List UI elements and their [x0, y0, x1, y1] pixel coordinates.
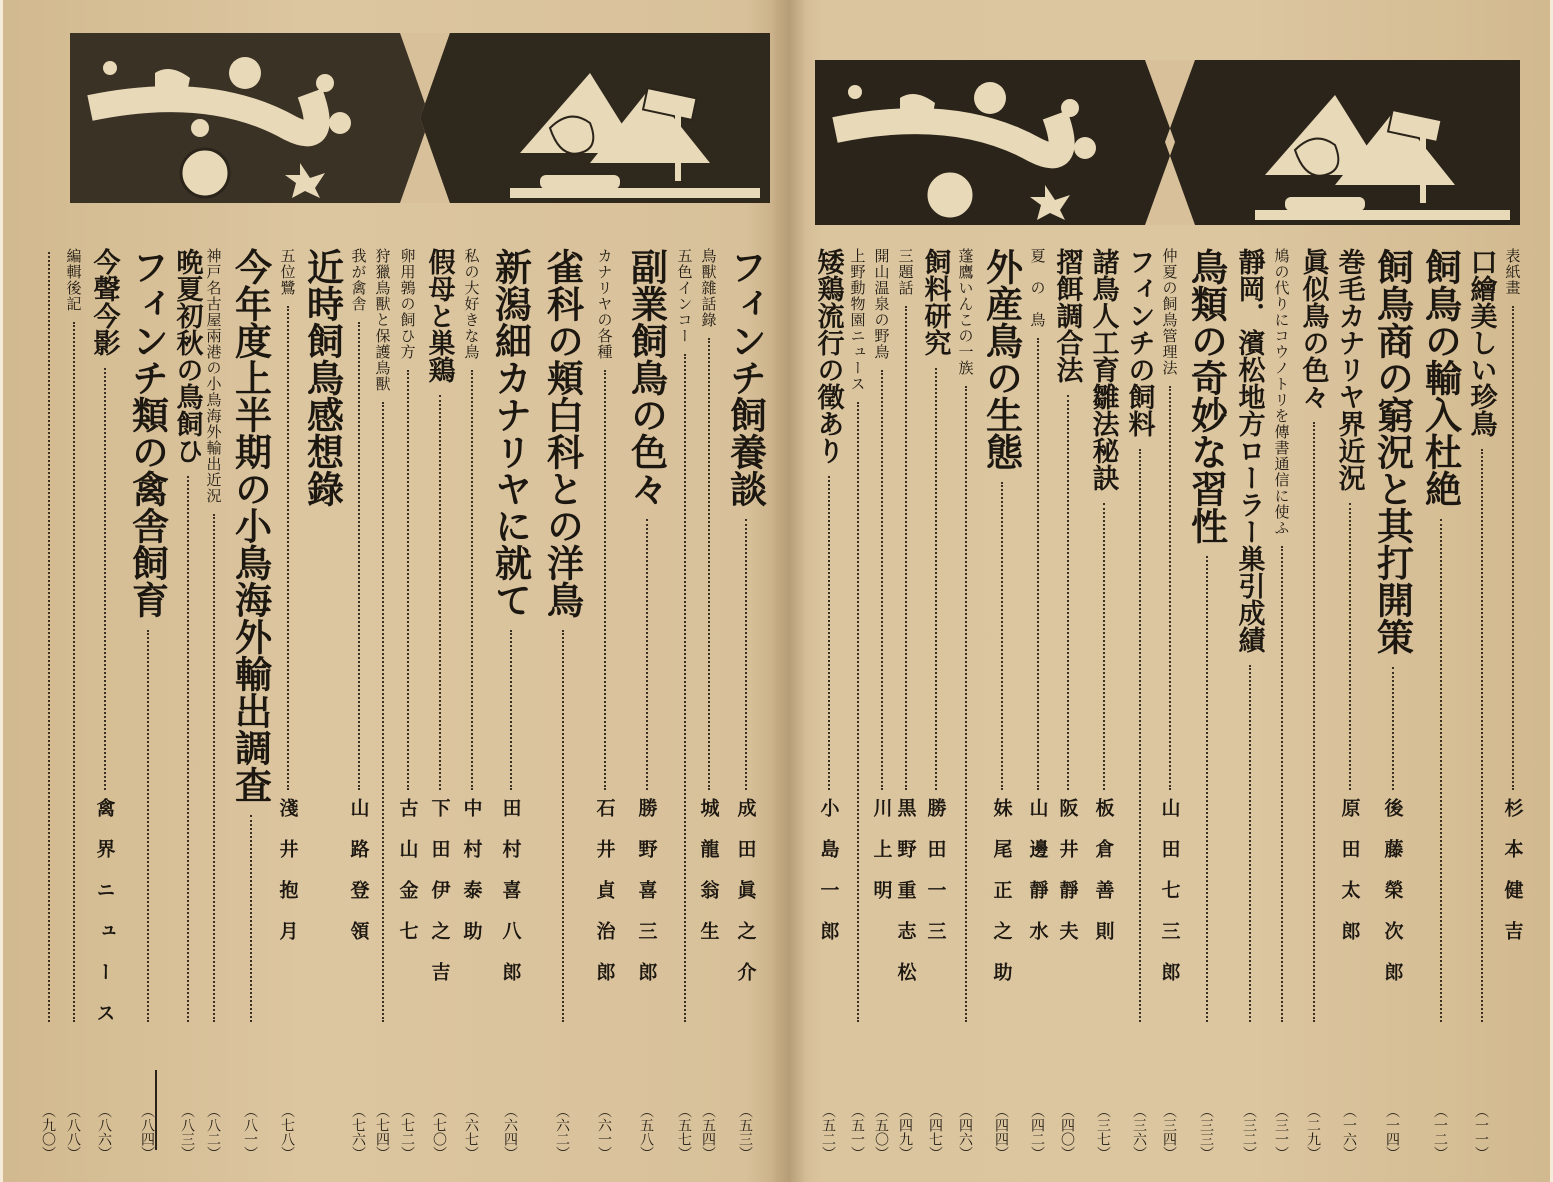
toc-entry[interactable]: [620, 238, 672, 1168]
toc-entry[interactable]: [1181, 238, 1231, 1168]
leader-dots: [828, 476, 830, 790]
toc-entry[interactable]: [953, 238, 977, 1168]
toc-subtitle: 卵用鶉の飼ひ方: [398, 248, 417, 360]
end-rule: [155, 1070, 157, 1150]
toc-page-number: （八八）: [65, 1104, 81, 1160]
leader-dots: [287, 306, 289, 790]
toc-page-number: （七〇）: [431, 1104, 447, 1160]
toc-page-number: （三三）: [1198, 1104, 1214, 1160]
toc-author: 川上明: [870, 798, 893, 921]
toc-entry[interactable]: [1121, 238, 1157, 1168]
leader-dots: [1037, 338, 1039, 790]
toc-title: 副業飼鳥の色々: [624, 248, 669, 507]
toc-page-number: （一四）: [1384, 1104, 1400, 1160]
leader-dots: [358, 322, 360, 790]
leader-dots: [1067, 395, 1069, 790]
toc-author: 阪井靜夫: [1056, 798, 1079, 962]
leader-dots: [1349, 503, 1351, 790]
toc-subtitle: 編輯後記: [64, 248, 83, 312]
leader-dots: [935, 368, 937, 790]
toc-title: 今聲今影: [88, 248, 120, 356]
leader-dots: [471, 370, 473, 790]
toc-author: 山路登領: [347, 798, 370, 962]
center-gutter: [772, 0, 806, 1182]
toc-page-number: （八六）: [96, 1104, 112, 1160]
leader-dots: [684, 354, 686, 1022]
toc-subtitle: 蓬鷹いんこの一族: [956, 248, 975, 376]
toc-page-number: （三二）: [1241, 1104, 1257, 1160]
leader-dots: [1313, 422, 1315, 1022]
toc-title: 外産鳥の生態: [979, 248, 1024, 470]
leader-dots: [1440, 519, 1442, 1022]
toc-author: 山田七三郎: [1158, 798, 1181, 1003]
toc-subtitle: カナリヤの各種: [595, 248, 614, 360]
toc-title: 晩夏初秋の鳥飼ひ: [171, 248, 203, 464]
toc-title: 雀科の頬白科との洋鳥: [540, 248, 585, 618]
toc-entry[interactable]: [672, 238, 696, 1168]
leader-dots: [1249, 665, 1251, 1022]
toc-entry[interactable]: [1157, 238, 1181, 1168]
toc-author: 板倉善則: [1092, 798, 1115, 962]
leader-dots: [1103, 503, 1105, 790]
toc-author: 原田太郎: [1338, 798, 1361, 962]
toc-subtitle: 鳥獸雜話錄: [699, 248, 718, 328]
toc-page-number: （七六）: [350, 1104, 366, 1160]
leader-dots: [1481, 449, 1483, 1022]
toc-subtitle: 狩獵鳥獸と保護鳥獸: [373, 248, 392, 392]
toc-page-number: （三一）: [1273, 1104, 1289, 1160]
leader-dots: [1001, 482, 1003, 790]
left-table-of-contents: [40, 238, 770, 1168]
toc-subtitle: 我が禽舎: [349, 248, 368, 312]
toc-entry[interactable]: [60, 238, 86, 1168]
toc-entry[interactable]: [1085, 238, 1121, 1168]
toc-entry[interactable]: [845, 238, 869, 1168]
toc-entry[interactable]: [370, 238, 394, 1168]
toc-subtitle: 神戸名古屋兩港の小鳥海外輸出近況: [204, 248, 223, 504]
leader-dots: [905, 306, 907, 790]
toc-page-number: （四九）: [897, 1104, 913, 1160]
toc-author: 下田伊之吉: [428, 798, 451, 1003]
toc-author: 淺井抱月: [276, 798, 299, 962]
toc-page-number: （九〇）: [40, 1104, 56, 1160]
toc-page-number: （四四）: [993, 1104, 1009, 1160]
leader-dots: [708, 338, 710, 790]
toc-entry[interactable]: [1231, 238, 1267, 1168]
toc-subtitle: 鳩の代りにコウノトリを傳書通信に使ふ: [1272, 248, 1291, 536]
toc-page-number: （七八）: [279, 1104, 295, 1160]
toc-subtitle: 表紙畫: [1503, 248, 1522, 296]
toc-title: 近時飼鳥感想錄: [300, 248, 345, 507]
toc-author: 古山金七: [396, 798, 419, 962]
toc-page-number: （八二）: [205, 1104, 221, 1160]
toc-entry[interactable]: [172, 238, 202, 1168]
toc-page-number: （五〇）: [873, 1104, 889, 1160]
leader-dots: [562, 630, 564, 1022]
leader-dots: [73, 322, 75, 1022]
right-table-of-contents: [805, 238, 1530, 1168]
toc-author: 勝田一三: [924, 798, 947, 962]
toc-entry[interactable]: [696, 238, 720, 1168]
toc-author: 妹尾正之助: [990, 798, 1013, 1003]
leader-dots: [604, 370, 606, 790]
leader-dots: [1281, 546, 1283, 1022]
toc-title: 摺餌調合法: [1051, 248, 1083, 383]
leader-dots: [439, 395, 441, 790]
toc-title: 諸鳥人工育雛法秘訣: [1087, 248, 1119, 491]
leader-dots: [965, 386, 967, 1022]
leader-dots: [1206, 556, 1208, 1022]
toc-subtitle: 私の大好きな鳥: [462, 248, 481, 360]
toc-page-number: （一六）: [1341, 1104, 1357, 1160]
toc-page-number: （八四）: [139, 1104, 155, 1160]
toc-title: 飼料研究: [919, 248, 951, 356]
toc-title: 矮鶏流行の徵あり: [812, 248, 844, 464]
toc-entry[interactable]: [1049, 238, 1085, 1168]
leader-dots: [857, 402, 859, 1022]
toc-entry[interactable]: [1367, 238, 1417, 1168]
toc-author: 中村泰助: [460, 798, 483, 962]
leader-dots: [1139, 449, 1141, 1022]
toc-title: フィンチ飼養談: [723, 248, 768, 507]
toc-title: 巻毛カナリヤ界近況: [1333, 248, 1365, 491]
toc-entry[interactable]: [420, 238, 458, 1168]
toc-page-number: （八一）: [242, 1104, 258, 1160]
toc-subtitle: 三題話: [896, 248, 915, 296]
toc-title: 飼鳥商の窮況と其打開策: [1370, 248, 1415, 655]
toc-page-number: （五二）: [820, 1104, 836, 1160]
toc-entry[interactable]: [917, 238, 953, 1168]
toc-entry[interactable]: [394, 238, 420, 1168]
left-header-illustration: [70, 33, 770, 203]
toc-entry[interactable]: [1331, 238, 1367, 1168]
toc-page-number: （五一）: [849, 1104, 865, 1160]
toc-entry[interactable]: [1025, 238, 1049, 1168]
toc-subtitle: 上野動物園ニュース: [848, 248, 867, 392]
toc-entry[interactable]: [346, 238, 370, 1168]
leader-dots: [1169, 386, 1171, 790]
toc-subtitle: 夏 の 鳥: [1028, 248, 1047, 328]
toc-author: 小島一郎: [817, 798, 840, 962]
toc-author: 黒野重志松: [894, 798, 917, 1003]
toc-author: 後藤榮次郎: [1381, 798, 1404, 1003]
toc-entry[interactable]: [1295, 238, 1331, 1168]
toc-entry[interactable]: [298, 238, 346, 1168]
toc-page-number: （五四）: [700, 1104, 716, 1160]
toc-entry[interactable]: [276, 238, 298, 1168]
left-page-edge: [0, 0, 3, 1182]
leader-dots: [147, 630, 149, 1022]
toc-page-number: （四〇）: [1059, 1104, 1075, 1160]
toc-page-number: （四二）: [1029, 1104, 1045, 1160]
toc-page-number: （五八）: [638, 1104, 654, 1160]
toc-page-number: （六二）: [554, 1104, 570, 1160]
toc-title: フィンチの飼料: [1123, 248, 1155, 437]
toc-author: 禽界ニュース: [93, 798, 116, 1044]
toc-entry[interactable]: [458, 238, 484, 1168]
leader-dots: [250, 815, 252, 1022]
leader-dots: [187, 476, 189, 1022]
toc-page-number: （七四）: [374, 1104, 390, 1160]
toc-entry[interactable]: [1499, 238, 1525, 1168]
toc-title: 新潟細カナリヤに就て: [488, 248, 533, 618]
toc-author: 勝野喜三郎: [635, 798, 658, 1003]
toc-entry[interactable]: [86, 238, 122, 1168]
toc-page-number: （三四）: [1161, 1104, 1177, 1160]
toc-title: 口繪美しい珍鳥: [1465, 248, 1497, 437]
toc-author: 石井貞治郎: [593, 798, 616, 1003]
leader-dots: [881, 370, 883, 790]
toc-entry[interactable]: [484, 238, 536, 1168]
toc-author: 成田眞之介: [734, 798, 757, 1003]
toc-entry[interactable]: [122, 238, 172, 1168]
toc-entry[interactable]: [869, 238, 893, 1168]
leader-dots: [1392, 667, 1394, 790]
leader-dots: [407, 370, 409, 790]
leader-dots: [745, 519, 747, 790]
leader-dots: [510, 630, 512, 790]
toc-page-number: （二九）: [1305, 1104, 1321, 1160]
toc-subtitle: 開山温泉の野鳥: [872, 248, 891, 360]
toc-entry[interactable]: [720, 238, 770, 1168]
leader-dots: [104, 368, 106, 790]
toc-page-number: （七二）: [399, 1104, 415, 1160]
toc-entry[interactable]: [1267, 238, 1295, 1168]
right-header-illustration: [815, 60, 1520, 225]
toc-author: 城龍翁生: [697, 798, 720, 962]
toc-entry[interactable]: [36, 238, 60, 1168]
leader-dots: [382, 402, 384, 1022]
toc-page-number: （四七）: [927, 1104, 943, 1160]
leader-dots: [646, 519, 648, 790]
toc-page-number: （四六）: [957, 1104, 973, 1160]
toc-page-number: （六一）: [596, 1104, 612, 1160]
toc-page-number: （六七）: [463, 1104, 479, 1160]
toc-title: 鳥類の奇妙な習性: [1184, 248, 1229, 544]
toc-entry[interactable]: [977, 238, 1025, 1168]
toc-author: 田村喜八郎: [499, 798, 522, 1003]
toc-page-number: （五七）: [676, 1104, 692, 1160]
toc-page-number: （一一）: [1473, 1104, 1489, 1160]
toc-entry[interactable]: [1417, 238, 1463, 1168]
toc-title: 今年度上半期の小鳥海外輸出調査: [228, 248, 273, 803]
toc-author: 山邊靜水: [1026, 798, 1049, 962]
toc-page-number: （八三）: [179, 1104, 195, 1160]
toc-page-number: （三六）: [1131, 1104, 1147, 1160]
toc-page-number: （六四）: [502, 1104, 518, 1160]
toc-entry[interactable]: [588, 238, 620, 1168]
toc-page-number: （三七）: [1095, 1104, 1111, 1160]
toc-entry[interactable]: [811, 238, 845, 1168]
toc-title: 靜岡．濱松地方ローラー巣引成績: [1233, 248, 1265, 653]
toc-entry[interactable]: [224, 238, 276, 1168]
toc-title: 假母と巣鶏: [423, 248, 455, 383]
toc-entry[interactable]: [893, 238, 917, 1168]
toc-entry[interactable]: [202, 238, 224, 1168]
leader-dots: [1512, 306, 1514, 790]
toc-subtitle: 仲夏の飼鳥管理法: [1160, 248, 1179, 376]
toc-author: 杉本健吉: [1501, 798, 1524, 962]
leader-dots: [213, 514, 215, 1022]
toc-page-number: （五三）: [737, 1104, 753, 1160]
toc-entry[interactable]: [536, 238, 588, 1168]
toc-entry[interactable]: [1463, 238, 1499, 1168]
toc-subtitle: 五色インコー: [675, 248, 694, 344]
toc-page-number: （一二）: [1432, 1104, 1448, 1160]
toc-title: フィンチ類の禽舎飼育: [125, 248, 170, 618]
toc-title: 眞似鳥の色々: [1297, 248, 1329, 410]
leader-dots: [48, 252, 50, 1022]
toc-subtitle: 五位鷺: [278, 248, 297, 296]
toc-title: 飼鳥の輸入杜絶: [1418, 248, 1463, 507]
